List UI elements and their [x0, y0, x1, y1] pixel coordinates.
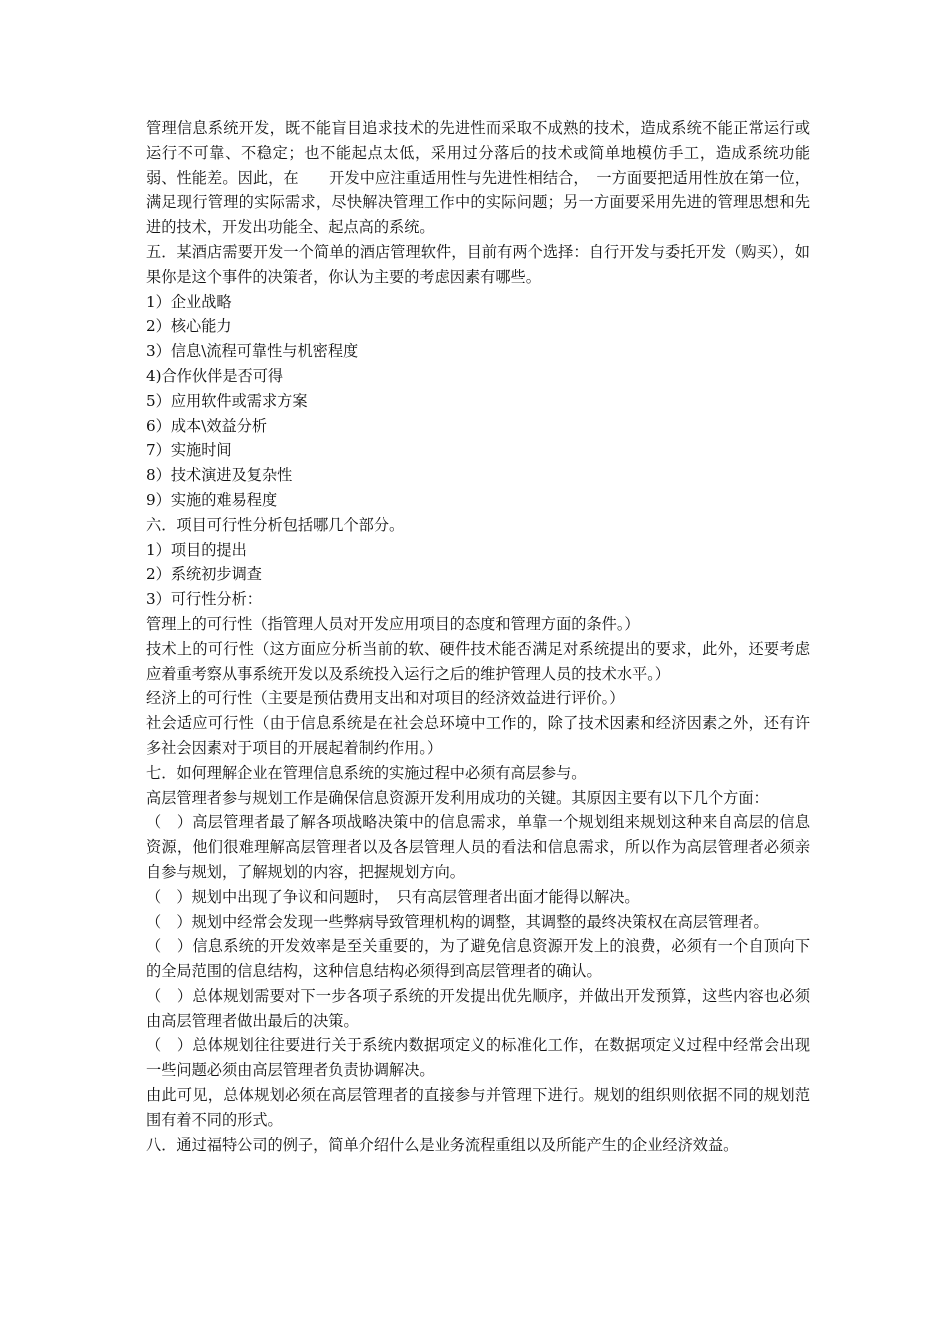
- list-item: 3）信息\流程可靠性与机密程度: [146, 342, 359, 361]
- reason-item: （ ）高层管理者最了解各项战略决策中的信息需求，单靠一个规划组来规划这种来自高层的信息资源，他们很难理解高层管理者以及各层管理人员的看法和信息需求，所以作为高层管理者必须亲自参与规划，了解规划的内容，把握规划方向。: [146, 813, 810, 881]
- question-6: 六．项目可行性分析包括哪几个部分。: [146, 515, 405, 534]
- reason-item: （ ）总体规划往往要进行关于系统内数据项定义的标准化工作，在数据项定义过程中经常会出现一些问题必须由高层管理者负责协调解决。: [146, 1036, 810, 1080]
- list-item: 4)合作伙伴是否可得: [146, 366, 284, 385]
- question-7: 七．如何理解企业在管理信息系统的实施过程中必须有高层参与。: [146, 763, 587, 782]
- feasibility-management: 管理上的可行性（指管理人员对开发应用项目的态度和管理方面的条件。）: [146, 614, 640, 633]
- reason-item: （ ）规划中经常会发现一些弊病导致管理机构的调整，其调整的最终决策权在高层管理者。: [146, 912, 769, 931]
- reason-item: （ ）总体规划需要对下一步各项子系统的开发提出优先顺序，并做出开发预算，这些内容也必须由高层管理者做出最后的决策。: [146, 986, 810, 1030]
- question-8: 八．通过福特公司的例子，简单介绍什么是业务流程重组以及所能产生的企业经济效益。: [146, 1135, 739, 1154]
- reason-item: （ ）信息系统的开发效率是至关重要的，为了避免信息资源开发上的浪费，必须有一个自顶向下的全局范围的信息结构，这种信息结构必须得到高层管理者的确认。: [146, 937, 810, 981]
- list-item: 1）企业战略: [146, 292, 232, 311]
- question-5: 五．某酒店需要开发一个简单的酒店管理软件，目前有两个选择：自行开发与委托开发（购买），如果你是这个事件的决策者，你认为主要的考虑因素有哪些。: [146, 242, 810, 286]
- list-item: 2）核心能力: [146, 317, 232, 336]
- feasibility-social: 社会适应可行性（由于信息系统是在社会总环境中工作的，除了技术因素和经济因素之外，还有许多社会因素对于项目的开展起着制约作用。）: [146, 714, 810, 757]
- list-item: 7）实施时间: [146, 441, 232, 460]
- list-item: 9）实施的难易程度: [146, 490, 278, 509]
- paragraph-answer-7: 高层管理者参与规划工作是确保信息资源开发利用成功的关键。其原因主要有以下几个方面：: [146, 788, 769, 807]
- list-item: 6）成本\效益分析: [146, 416, 268, 435]
- reason-item: （ ）规划中出现了争议和问题时， 只有高层管理者出面才能得以解决。: [146, 887, 640, 906]
- paragraph-conclusion: 由此可见，总体规划必须在高层管理者的直接参与并管理下进行。规划的组织则依据不同的规划范围有着不同的形式。: [146, 1086, 810, 1129]
- list-item: 1）项目的提出: [146, 540, 247, 559]
- list-item: 5）应用软件或需求方案: [146, 391, 308, 410]
- paragraph-intro: 管理信息系统开发，既不能盲目追求技术的先进性而采取不成熟的技术，造成系统不能正常运行或运行不可靠、不稳定；也不能起点太低，采用过分落后的技术或简单地模仿手工，造成系统功能弱、性能差。因此，在 开发中应注重适用性与先进性相结合， 一方面要把适用性放在第一位，满足现行管理的实际需求，尽快解决管理工作中的实际问题；另一方面要采用先进的管理思想和先进的技术，开发出功能全、起点高的系统。: [146, 119, 810, 237]
- feasibility-technical: 技术上的可行性（这方面应分析当前的软、硬件技术能否满足对系统提出的要求，此外，还要考虑应着重考察从事系统开发以及系统投入运行之后的维护管理人员的技术水平。）: [146, 639, 810, 683]
- list-item: 3）可行性分析：: [146, 590, 262, 609]
- feasibility-economic: 经济上的可行性（主要是预估费用支出和对项目的经济效益进行评价。）: [146, 689, 625, 708]
- document-body: [146, 116, 810, 1157]
- list-item: 8）技术演进及复杂性: [146, 466, 293, 485]
- list-item: 2）系统初步调查: [146, 565, 262, 584]
